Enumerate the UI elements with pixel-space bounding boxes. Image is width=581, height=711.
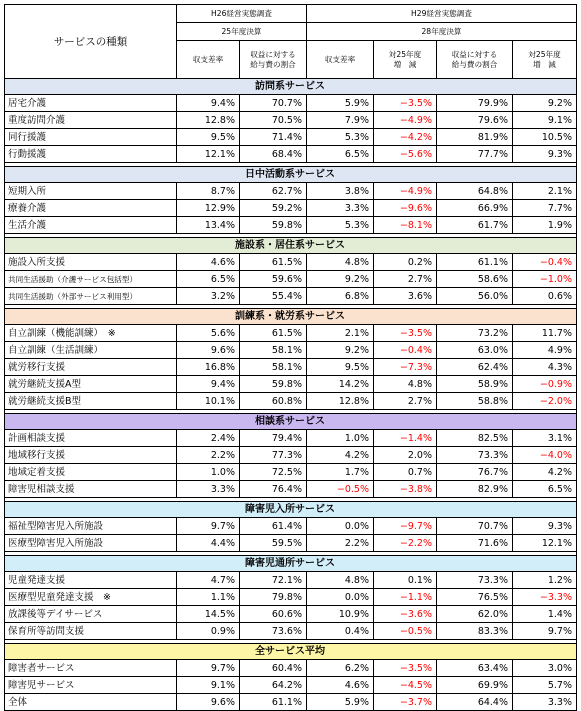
h29-ratio-cell: 63.0% [437, 342, 513, 359]
service-name-cell: 施設入所支援 [5, 254, 177, 271]
h29-ratio-cell: 81.9% [437, 129, 513, 146]
h26-ratio-cell: 61.1% [240, 694, 307, 711]
service-name-cell: 行動援護 [5, 146, 177, 163]
h29-ratio-cell: 69.9% [437, 677, 513, 694]
table-row [5, 572, 577, 589]
service-name-cell: 医療型障害児入所施設 [5, 535, 177, 552]
table-row [5, 95, 577, 112]
ratio-change-cell: −1.0% [513, 271, 577, 288]
ratio-change-cell: 9.1% [513, 112, 577, 129]
h29-margin-cell: 2.2% [307, 535, 374, 552]
table-row [5, 129, 577, 146]
h29-survey-header: H29経営実態調査 [307, 5, 577, 23]
table-row [5, 325, 577, 342]
ratio-change-cell: 1.2% [513, 572, 577, 589]
h26-ratio-cell: 68.4% [240, 146, 307, 163]
h29-margin-cell: 14.2% [307, 376, 374, 393]
section-header-row [5, 502, 577, 518]
margin-change-cell: −3.5% [374, 325, 437, 342]
table-row [5, 393, 577, 410]
margin-change-cell: −1.4% [374, 430, 437, 447]
ratio-change-cell: 12.1% [513, 535, 577, 552]
h26-ratio-cell: 59.8% [240, 376, 307, 393]
h26-ratio-cell: 70.5% [240, 112, 307, 129]
h26-margin-cell: 5.6% [177, 325, 240, 342]
change-header-line2: 増 減 [533, 59, 556, 69]
margin-change-cell: −1.1% [374, 589, 437, 606]
h26-margin-cell: 3.2% [177, 288, 240, 305]
h26-margin-cell: 10.1% [177, 393, 240, 410]
h29-ratio-cell: 58.9% [437, 376, 513, 393]
table-row [5, 254, 577, 271]
section-title: 訓練系・就労系サービス [5, 309, 577, 325]
h29-margin-cell: 6.2% [307, 660, 374, 677]
service-name-cell: 医療型児童発達支援 ※ [5, 589, 177, 606]
h26-margin-cell: 8.7% [177, 183, 240, 200]
h29-margin-cell: 9.2% [307, 342, 374, 359]
h26-ratio-cell: 76.4% [240, 481, 307, 498]
margin-change-cell: −5.6% [374, 146, 437, 163]
ratio-change-cell: 11.7% [513, 325, 577, 342]
h26-ratio-cell: 61.5% [240, 325, 307, 342]
h29-ratio-cell: 83.3% [437, 623, 513, 640]
ratio-change-cell: 5.7% [513, 677, 577, 694]
table-row [5, 146, 577, 163]
ratio-change-cell: 1.4% [513, 606, 577, 623]
h26-margin-cell: 12.1% [177, 146, 240, 163]
table-row [5, 677, 577, 694]
service-type-header: サービスの種類 [5, 5, 177, 79]
margin-change-cell: 2.0% [374, 447, 437, 464]
margin-change-cell: −3.8% [374, 481, 437, 498]
service-name-cell: 自立訓練（機能訓練） ※ [5, 325, 177, 342]
h29-margin-cell: 9.2% [307, 271, 374, 288]
margin-change-cell: 0.1% [374, 572, 437, 589]
h29-margin-cell: 6.5% [307, 146, 374, 163]
margin-change-cell: −2.2% [374, 535, 437, 552]
h29-ratio-cell: 70.7% [437, 518, 513, 535]
h29-margin-cell: 0.0% [307, 518, 374, 535]
margin-change-cell: 2.7% [374, 271, 437, 288]
table-row [5, 694, 577, 711]
section-title: 障害児通所サービス [5, 556, 577, 572]
ratio-change-cell: 4.9% [513, 342, 577, 359]
h29-margin-cell: 1.0% [307, 430, 374, 447]
table-body [5, 79, 577, 711]
service-name-cell: 地域定着支援 [5, 464, 177, 481]
h26-margin-cell: 9.1% [177, 677, 240, 694]
h29-ratio-cell: 73.2% [437, 325, 513, 342]
change-header-line1: 対25年度 [528, 49, 561, 59]
h29-ratio-cell: 58.6% [437, 271, 513, 288]
ratio-change-cell: −3.3% [513, 589, 577, 606]
table-row [5, 112, 577, 129]
section-title: 日中活動系サービス [5, 167, 577, 183]
h26-margin-cell: 9.7% [177, 518, 240, 535]
h29-ratio-cell: 79.9% [437, 95, 513, 112]
h26-ratio-cell: 59.2% [240, 200, 307, 217]
change-header-line1: 対25年度 [388, 49, 422, 59]
ratio-header-line1: 収益に対する [250, 49, 296, 59]
h26-ratio-cell: 70.7% [240, 95, 307, 112]
h26-margin-cell: 9.7% [177, 660, 240, 677]
service-name-cell: 児童発達支援 [5, 572, 177, 589]
h26-ratio-cell: 60.6% [240, 606, 307, 623]
margin-change-cell: −3.6% [374, 606, 437, 623]
h29-ratio-cell: 73.3% [437, 447, 513, 464]
h26-margin-cell: 2.2% [177, 447, 240, 464]
h29-margin-cell: 5.9% [307, 95, 374, 112]
table-row [5, 606, 577, 623]
change-header-line2: 増 減 [393, 59, 417, 69]
h26-margin-cell: 13.4% [177, 217, 240, 234]
h26-margin-cell: 3.3% [177, 481, 240, 498]
h26-ratio-cell: 61.4% [240, 518, 307, 535]
h26-survey-header: H26経営実態調査 [177, 5, 307, 23]
table-row [5, 660, 577, 677]
h29-ratio-cell: 71.6% [437, 535, 513, 552]
h29-margin-cell: 7.9% [307, 112, 374, 129]
h26-margin-cell: 9.4% [177, 376, 240, 393]
h26-ratio-cell: 77.3% [240, 447, 307, 464]
ratio-change-cell: −4.0% [513, 447, 577, 464]
h29-margin-cell: 10.9% [307, 606, 374, 623]
service-name-cell: 療養介護 [5, 200, 177, 217]
h29-margin-cell: 5.3% [307, 129, 374, 146]
h29-margin-cell: 4.6% [307, 677, 374, 694]
h26-ratio-cell: 59.6% [240, 271, 307, 288]
h29-ratio-cell: 77.7% [437, 146, 513, 163]
section-header-row [5, 309, 577, 325]
h29-margin-cell: −0.5% [307, 481, 374, 498]
h29-ratio-cell: 63.4% [437, 660, 513, 677]
fy28-header: 28年度決算 [307, 23, 577, 41]
h26-margin-cell: 9.4% [177, 95, 240, 112]
h26-margin-cell: 9.5% [177, 129, 240, 146]
margin-change-cell: −0.5% [374, 623, 437, 640]
h26-margin-cell: 6.5% [177, 271, 240, 288]
table-row [5, 376, 577, 393]
ratio-header-line1: 収益に対する [451, 49, 498, 59]
service-name-cell: 放課後等デイサービス [5, 606, 177, 623]
h26-ratio-cell: 58.1% [240, 342, 307, 359]
ratio-change-cell: 1.9% [513, 217, 577, 234]
h26-ratio-cell: 73.6% [240, 623, 307, 640]
margin-change-cell: 4.8% [374, 376, 437, 393]
section-title: 障害児入所サービス [5, 502, 577, 518]
table-row [5, 623, 577, 640]
h26-margin-cell: 16.8% [177, 359, 240, 376]
h26-ratio-header [240, 41, 307, 79]
h29-ratio-header [437, 41, 513, 79]
section-header-row [5, 644, 577, 660]
h26-margin-cell: 12.8% [177, 112, 240, 129]
h29-margin-cell: 4.8% [307, 572, 374, 589]
ratio-change-cell: −2.0% [513, 393, 577, 410]
h26-margin-cell: 12.9% [177, 200, 240, 217]
ratio-change-cell: 9.7% [513, 623, 577, 640]
section-title: 施設系・居住系サービス [5, 238, 577, 254]
h26-ratio-cell: 60.4% [240, 660, 307, 677]
margin-change-cell: 0.2% [374, 254, 437, 271]
h26-ratio-cell: 71.4% [240, 129, 307, 146]
h29-margin-cell: 0.4% [307, 623, 374, 640]
margin-change-cell: −4.5% [374, 677, 437, 694]
h29-ratio-cell: 82.5% [437, 430, 513, 447]
h29-ratio-cell: 62.4% [437, 359, 513, 376]
h26-margin-cell: 4.4% [177, 535, 240, 552]
h29-margin-cell: 12.8% [307, 393, 374, 410]
table-row [5, 288, 577, 305]
ratio-change-cell: 10.5% [513, 129, 577, 146]
margin-change-cell: −4.9% [374, 183, 437, 200]
h29-ratio-cell: 56.0% [437, 288, 513, 305]
ratio-change-cell: 3.1% [513, 430, 577, 447]
service-name-cell: 保育所等訪問支援 [5, 623, 177, 640]
ratio-change-cell: 9.2% [513, 95, 577, 112]
service-name-cell: 障害児サービス [5, 677, 177, 694]
h26-margin-header: 収支差率 [177, 41, 240, 79]
margin-change-cell: 0.7% [374, 464, 437, 481]
margin-change-cell: −3.7% [374, 694, 437, 711]
h26-ratio-cell: 61.5% [240, 254, 307, 271]
h29-ratio-cell: 64.4% [437, 694, 513, 711]
section-header-row [5, 556, 577, 572]
margin-change-cell: −9.6% [374, 200, 437, 217]
h26-margin-cell: 1.0% [177, 464, 240, 481]
h29-margin-header: 収支差率 [307, 41, 374, 79]
h29-margin-cell: 1.7% [307, 464, 374, 481]
h26-ratio-cell: 59.5% [240, 535, 307, 552]
table-row [5, 200, 577, 217]
h26-margin-cell: 2.4% [177, 430, 240, 447]
service-name-cell: 同行援護 [5, 129, 177, 146]
service-name-cell: 全体 [5, 694, 177, 711]
h29-margin-cell: 9.5% [307, 359, 374, 376]
h26-ratio-cell: 72.1% [240, 572, 307, 589]
table-row [5, 430, 577, 447]
h26-margin-cell: 9.6% [177, 342, 240, 359]
h26-ratio-cell: 79.8% [240, 589, 307, 606]
margin-change-cell: −8.1% [374, 217, 437, 234]
h29-margin-cell: 0.0% [307, 589, 374, 606]
h29-ratio-cell: 64.8% [437, 183, 513, 200]
h26-margin-cell: 4.6% [177, 254, 240, 271]
section-header-row [5, 79, 577, 95]
table-row [5, 359, 577, 376]
section-title: 相談系サービス [5, 414, 577, 430]
margin-change-cell: −4.2% [374, 129, 437, 146]
table-row [5, 481, 577, 498]
service-name-cell: 自立訓練（生活訓練） [5, 342, 177, 359]
h29-ratio-cell: 61.7% [437, 217, 513, 234]
h29-ratio-cell: 62.0% [437, 606, 513, 623]
service-survey-table [4, 4, 577, 711]
h29-margin-cell: 4.8% [307, 254, 374, 271]
margin-change-cell: 2.7% [374, 393, 437, 410]
h29-margin-cell: 3.8% [307, 183, 374, 200]
h29-ratio-cell: 73.3% [437, 572, 513, 589]
ratio-change-cell: 4.3% [513, 359, 577, 376]
margin-change-cell: 3.6% [374, 288, 437, 305]
h29-ratio-cell: 58.8% [437, 393, 513, 410]
margin-change-cell: −7.3% [374, 359, 437, 376]
section-header-row [5, 238, 577, 254]
h29-ratio-cell: 76.7% [437, 464, 513, 481]
section-title: 全サービス平均 [5, 644, 577, 660]
h29-margin-cell: 6.8% [307, 288, 374, 305]
table-row [5, 589, 577, 606]
margin-change-header [374, 41, 437, 79]
service-name-cell: 障害者サービス [5, 660, 177, 677]
fy25-header: 25年度決算 [177, 23, 307, 41]
h26-ratio-cell: 72.5% [240, 464, 307, 481]
table-row [5, 271, 577, 288]
ratio-change-cell: 7.7% [513, 200, 577, 217]
h29-ratio-cell: 82.9% [437, 481, 513, 498]
table-header [5, 5, 577, 79]
h26-ratio-cell: 60.8% [240, 393, 307, 410]
section-title: 訪問系サービス [5, 79, 577, 95]
h29-margin-cell: 5.9% [307, 694, 374, 711]
ratio-change-cell: 2.1% [513, 183, 577, 200]
table-row [5, 518, 577, 535]
ratio-change-cell: 9.3% [513, 146, 577, 163]
section-header-row [5, 167, 577, 183]
service-name-cell: 共同生活援助（外部サービス利用型） [5, 288, 177, 305]
h26-margin-cell: 4.7% [177, 572, 240, 589]
ratio-change-header [513, 41, 577, 79]
ratio-change-cell: 0.6% [513, 288, 577, 305]
h26-ratio-cell: 79.4% [240, 430, 307, 447]
h26-margin-cell: 0.9% [177, 623, 240, 640]
h29-margin-cell: 5.3% [307, 217, 374, 234]
margin-change-cell: −3.5% [374, 95, 437, 112]
h29-margin-cell: 3.3% [307, 200, 374, 217]
h26-ratio-cell: 64.2% [240, 677, 307, 694]
table-row [5, 464, 577, 481]
margin-change-cell: −3.5% [374, 660, 437, 677]
h29-margin-cell: 4.2% [307, 447, 374, 464]
h26-margin-cell: 1.1% [177, 589, 240, 606]
section-header-row [5, 414, 577, 430]
service-name-cell: 就労継続支援B型 [5, 393, 177, 410]
service-name-cell: 短期入所 [5, 183, 177, 200]
margin-change-cell: −9.7% [374, 518, 437, 535]
h29-ratio-cell: 66.9% [437, 200, 513, 217]
ratio-change-cell: −0.4% [513, 254, 577, 271]
ratio-change-cell: 3.3% [513, 694, 577, 711]
ratio-change-cell: 9.3% [513, 518, 577, 535]
h26-margin-cell: 14.5% [177, 606, 240, 623]
table-row [5, 535, 577, 552]
h26-ratio-cell: 55.4% [240, 288, 307, 305]
h26-margin-cell: 9.6% [177, 694, 240, 711]
ratio-change-cell: −0.9% [513, 376, 577, 393]
ratio-change-cell: 3.0% [513, 660, 577, 677]
h26-ratio-cell: 58.1% [240, 359, 307, 376]
h29-ratio-cell: 79.6% [437, 112, 513, 129]
margin-change-cell: −4.9% [374, 112, 437, 129]
service-name-cell: 就労移行支援 [5, 359, 177, 376]
table-row [5, 342, 577, 359]
ratio-change-cell: 4.2% [513, 464, 577, 481]
table-row [5, 447, 577, 464]
service-name-cell: 居宅介護 [5, 95, 177, 112]
margin-change-cell: −0.4% [374, 342, 437, 359]
service-name-cell: 計画相談支援 [5, 430, 177, 447]
service-name-cell: 生活介護 [5, 217, 177, 234]
service-name-cell: 就労継続支援A型 [5, 376, 177, 393]
service-survey-table-container [4, 4, 576, 711]
h26-ratio-cell: 59.8% [240, 217, 307, 234]
service-name-cell: 共同生活援助（介護サービス包括型） [5, 271, 177, 288]
table-row [5, 217, 577, 234]
service-name-cell: 障害児相談支援 [5, 481, 177, 498]
ratio-header-line2: 給与費の割合 [451, 59, 498, 69]
table-row [5, 183, 577, 200]
h29-ratio-cell: 76.5% [437, 589, 513, 606]
service-name-cell: 重度訪問介護 [5, 112, 177, 129]
h29-margin-cell: 2.1% [307, 325, 374, 342]
service-name-cell: 福祉型障害児入所施設 [5, 518, 177, 535]
h29-ratio-cell: 61.1% [437, 254, 513, 271]
ratio-change-cell: 6.5% [513, 481, 577, 498]
h26-ratio-cell: 62.7% [240, 183, 307, 200]
service-name-cell: 地域移行支援 [5, 447, 177, 464]
ratio-header-line2: 給与費の割合 [250, 59, 296, 69]
